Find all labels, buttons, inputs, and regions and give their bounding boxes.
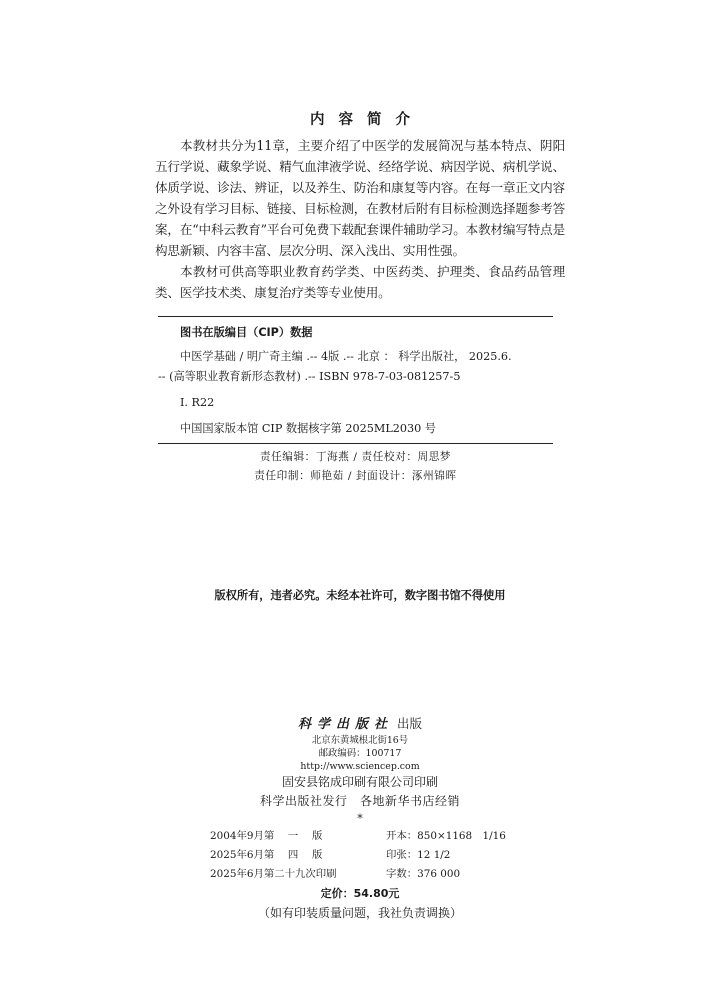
publisher-address: 北京东黄城根北街16号 bbox=[311, 735, 409, 746]
edition-row bbox=[210, 846, 510, 865]
publisher-logo: 科学出版社 bbox=[297, 717, 393, 732]
cip-classification: Ⅰ. R22 bbox=[180, 396, 215, 409]
credits-production: 责任印制：师艳茹 / 封面设计：涿州锦晖 bbox=[254, 470, 457, 482]
cip-bottom-rule bbox=[158, 443, 553, 444]
edition-spec: 印张：12 1/2 bbox=[386, 849, 451, 861]
abstract-title: 内容简介 bbox=[310, 112, 424, 128]
edition-date: 2025年6月第二十九次印刷 bbox=[210, 868, 337, 880]
separator-star: * bbox=[357, 812, 363, 825]
cip-entry-line-2: -- (高等职业教育新形态教材) .-- ISBN 978-7-03-081257-5 bbox=[158, 370, 461, 383]
cip-title: 图书在版编目（CIP）数据 bbox=[180, 326, 313, 339]
abstract-paragraph-2: 本教材可供高等职业教育药学类、中医药类、护理类、食品药品管理类、医学技术类、康复治疗类等专业使用。 bbox=[155, 264, 565, 300]
quality-notice: （如有印装质量问题，我社负责调换） bbox=[257, 906, 462, 920]
distribution-line: 科学出版社发行 各地新华书店经销 bbox=[259, 794, 460, 808]
imprint-block bbox=[0, 714, 720, 923]
abstract-body bbox=[155, 135, 565, 303]
edition-spec: 字数：376 000 bbox=[386, 868, 461, 880]
edition-date: 2025年6月第 四 版 bbox=[210, 849, 323, 861]
cip-data-number: 中国国家版本馆 CIP 数据核字第 2025ML2030 号 bbox=[180, 422, 436, 435]
edition-spec: 开本：850×1168 1/16 bbox=[386, 830, 506, 842]
publisher-url: http://www.sciencep.com bbox=[300, 761, 420, 772]
printer-line: 固安县铭成印刷有限公司印刷 bbox=[281, 775, 438, 789]
cip-entry-line-1: 中医学基础 / 明广奇主编 .-- 4版 .-- 北京 ： 科学出版社， 2025.6. bbox=[180, 350, 512, 363]
credits bbox=[158, 448, 553, 486]
publisher-suffix: 出版 bbox=[396, 716, 422, 731]
edition-row bbox=[210, 865, 510, 884]
publisher-line bbox=[0, 714, 720, 734]
abstract-paragraph-1: 本教材共分为11章，主要介绍了中医学的发展简况与基本特点、阴阳五行学说、藏象学说、精气血津液学说、经络学说、病因学说、病机学说、体质学说、诊法、辨证，以及养生、防治和康复等内容。在每一章正文内容之外设有学习目标、链接、目标检测，在教材后附有目标检测选择题参考答案，在“中科云教育”平台可免费下载配套课件辅助学习。本教材编写特点是构思新颖、内容丰富、层次分明、深入浅出、实用性强。 bbox=[155, 138, 565, 258]
rights-notice: 版权所有，违者必究。未经本社许可，数字图书馆不得使用 bbox=[214, 589, 506, 602]
edition-table bbox=[210, 827, 510, 884]
publisher-postcode: 邮政编码：100717 bbox=[318, 748, 402, 759]
credits-editors: 责任编辑：丁海燕 / 责任校对：周思梦 bbox=[259, 451, 452, 463]
edition-row bbox=[210, 827, 510, 846]
cip-block bbox=[158, 316, 553, 486]
cip-entry bbox=[158, 347, 531, 387]
price: 定价：54.80元 bbox=[320, 887, 400, 900]
edition-date: 2004年9月第 一 版 bbox=[210, 830, 323, 842]
